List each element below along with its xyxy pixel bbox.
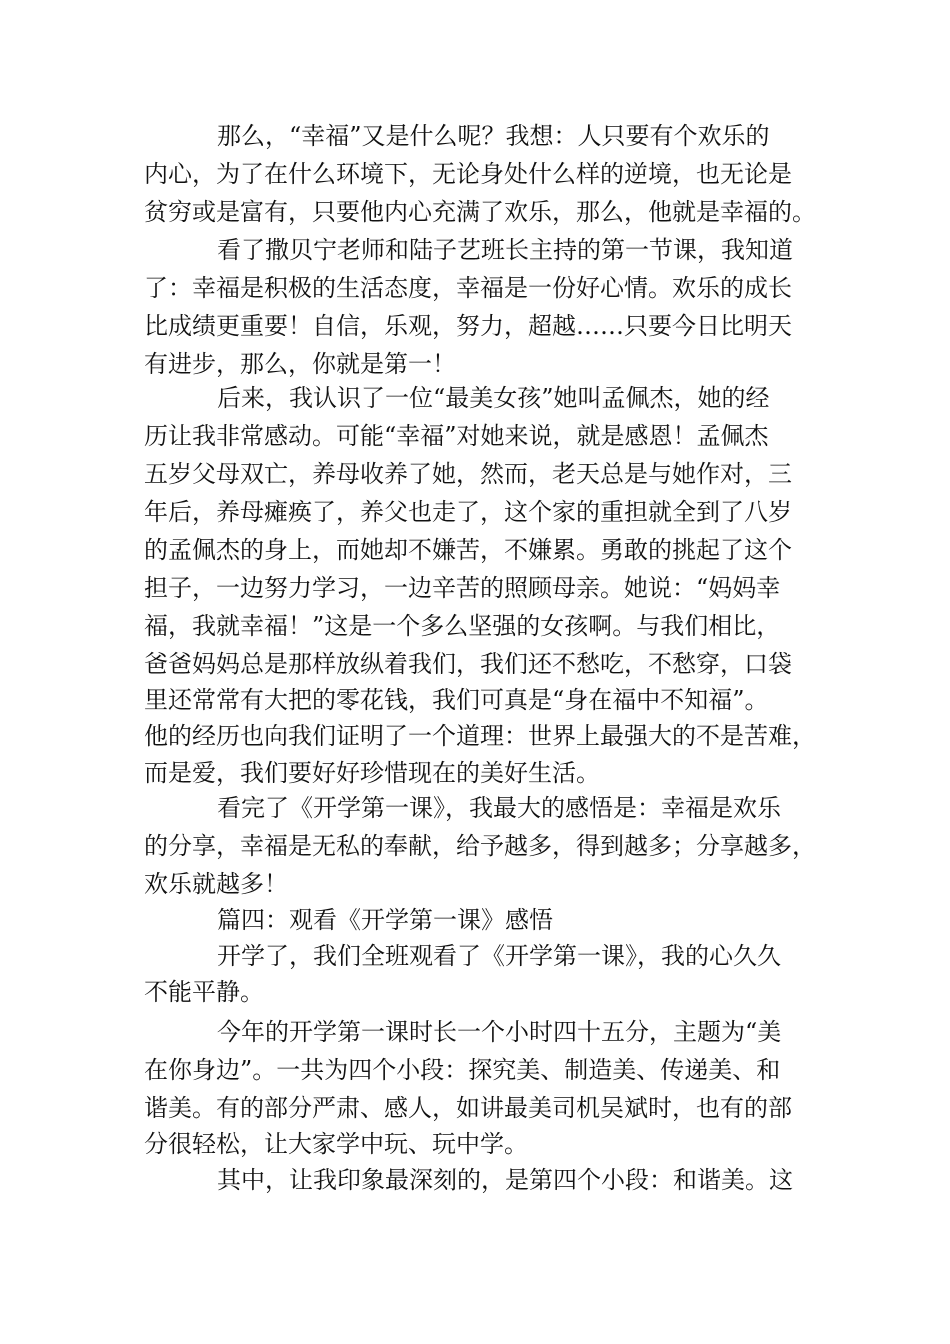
text-line: 的分享，幸福是无私的奉献，给予越多，得到越多；分享越多， xyxy=(144,832,816,860)
text-line: 里还常常有大把的零花钱，我们可真是“身在福中不知福”。 xyxy=(144,686,769,714)
text-line: 的孟佩杰的身上，而她却不嫌苦，不嫌累。勇敢的挑起了这个 xyxy=(144,536,792,564)
text-line: 他的经历也向我们证明了一个道理：世界上最强大的不是苦难， xyxy=(144,722,816,750)
text-line: 有进步，那么，你就是第一！ xyxy=(144,350,456,378)
text-line: 了：幸福是积极的生活态度，幸福是一份好心情。欢乐的成长 xyxy=(144,274,792,302)
text-line: 在你身边”。一共为四个小段：探究美、制造美、传递美、和 xyxy=(144,1056,781,1084)
section-heading: 篇四：观看《开学第一课》感悟 xyxy=(217,906,553,934)
text-line: 爸爸妈妈总是那样放纵着我们，我们还不愁吃，不愁穿，口袋 xyxy=(144,650,792,678)
text-line: 谐美。有的部分严肃、感人，如讲最美司机吴斌时，也有的部 xyxy=(144,1094,792,1122)
text-line: 看了撒贝宁老师和陆子艺班长主持的第一节课，我知道 xyxy=(217,236,793,264)
text-line: 今年的开学第一课时长一个小时四十五分，主题为“美 xyxy=(217,1018,782,1046)
text-line: 后来，我认识了一位“最美女孩”她叫孟佩杰，她的经 xyxy=(217,384,770,412)
text-line: 历让我非常感动。可能“幸福”对她来说，就是感恩！孟佩杰 xyxy=(144,422,769,450)
text-line: 看完了《开学第一课》，我最大的感悟是：幸福是欢乐 xyxy=(217,794,781,822)
text-line: 其中，让我印象最深刻的，是第四个小段：和谐美。这 xyxy=(217,1166,793,1194)
text-line: 比成绩更重要！自信，乐观，努力，超越……只要今日比明天 xyxy=(144,312,792,340)
text-line: 贫穷或是富有，只要他内心充满了欢乐，那么，他就是幸福的。 xyxy=(144,198,816,226)
text-line: 内心，为了在什么环境下，无论身处什么样的逆境，也无论是 xyxy=(144,160,792,188)
text-line: 担子，一边努力学习，一边辛苦的照顾母亲。她说：“妈妈幸 xyxy=(144,574,781,602)
text-line: 五岁父母双亡，养母收养了她，然而，老天总是与她作对，三 xyxy=(144,460,792,488)
text-line: 年后，养母瘫痪了，养父也走了，这个家的重担就全到了八岁 xyxy=(144,498,792,526)
text-line: 而是爱，我们要好好珍惜现在的美好生活。 xyxy=(144,759,600,787)
text-line: 不能平静。 xyxy=(144,978,264,1006)
text-line: 福，我就幸福！”这是一个多么坚强的女孩啊。与我们相比， xyxy=(144,612,781,640)
text-line: 分很轻松，让大家学中玩、玩中学。 xyxy=(144,1130,528,1158)
text-line: 欢乐就越多！ xyxy=(144,870,288,898)
text-line: 那么，“幸福”又是什么呢？我想：人只要有个欢乐的 xyxy=(217,122,770,150)
text-line: 开学了，我们全班观看了《开学第一课》，我的心久久 xyxy=(217,942,781,970)
